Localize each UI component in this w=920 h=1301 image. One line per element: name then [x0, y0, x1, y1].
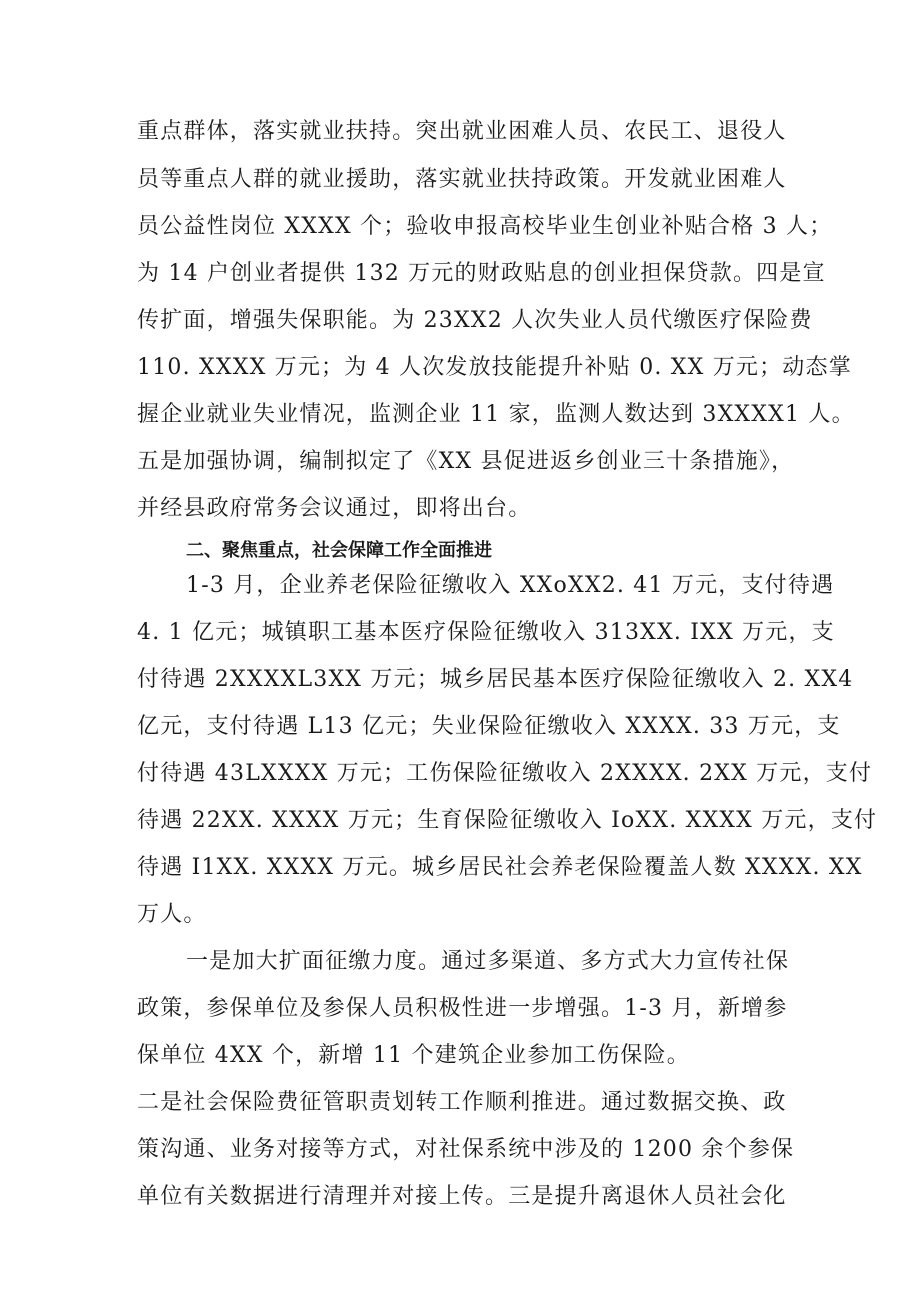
body-text-line: 110. XXXX 万元；为 4 人次发放技能提升补贴 0. XX 万元；动态掌 [137, 355, 852, 380]
body-text-line: 万人。 [137, 902, 207, 927]
body-text-line: 员等重点人群的就业援助，落实就业扶持政策。开发就业困难人 [137, 167, 787, 192]
body-text-line: 为 14 户创业者提供 132 万元的财政贴息的创业担保贷款。四是宣 [137, 261, 826, 286]
body-text-line: 传扩面，增强失保职能。为 23XX2 人次失业人员代缴医疗保险费 [137, 308, 813, 333]
body-text-line: 一是加大扩面征缴力度。通过多渠道、多方式大力宣传社保 [186, 949, 790, 974]
body-text-line: 握企业就业失业情况，监测企业 11 家，监测人数达到 3XXXX1 人。 [137, 402, 855, 427]
body-text-line: 策沟通、业务对接等方式，对社保系统中涉及的 1200 余个参保 [137, 1137, 795, 1162]
section-heading: 二、聚焦重点，社会保障工作全面推进 [186, 540, 492, 561]
body-text-line: 员公益性岗位 XXXX 个；验收申报高校毕业生创业补贴合格 3 人； [137, 214, 833, 239]
body-text-line: 政策，参保单位及参保人员积极性进一步增强。1-3 月，新增参 [137, 996, 788, 1021]
body-text-line: 保单位 4XX 个，新增 11 个建筑企业参加工伤保险。 [137, 1043, 690, 1068]
body-text-line: 二是社会保险费征管职责划转工作顺利推进。通过数据交换、政 [137, 1090, 787, 1115]
body-text-line: 重点群体，落实就业扶持。突出就业困难人员、农民工、退役人 [137, 119, 787, 144]
body-text-line: 待遇 22XX. XXXX 万元；生育保险征缴收入 IoXX. XXXX 万元，支付 [137, 808, 878, 833]
body-text-line: 4. 1 亿元；城镇职工基本医疗保险征缴收入 313XX. IXX 万元，支 [137, 620, 835, 645]
body-text-line: 五是加强协调，编制拟定了《XX 县促进返乡创业三十条措施》， [137, 449, 795, 474]
body-text-line: 待遇 I1XX. XXXX 万元。城乡居民社会养老保险覆盖人数 XXXX. XX [137, 855, 863, 880]
body-text-line: 付待遇 2XXXXL3XX 万元；城乡居民基本医疗保险征缴收入 2. XX4 [137, 667, 854, 692]
body-text-line: 付待遇 43LXXXX 万元；工伤保险征缴收入 2XXXX. 2XX 万元，支付 [137, 761, 873, 786]
body-text-line: 单位有关数据进行清理并对接上传。三是提升离退休人员社会化 [137, 1184, 787, 1209]
body-text-line: 并经县政府常务会议通过，即将出台。 [137, 496, 532, 521]
body-text-line: 亿元，支付待遇 L13 亿元；失业保险征缴收入 XXXX. 33 万元，支 [137, 714, 841, 739]
body-text-line: 1-3 月，企业养老保险征缴收入 XXoXX2. 41 万元，支付待遇 [186, 573, 835, 598]
